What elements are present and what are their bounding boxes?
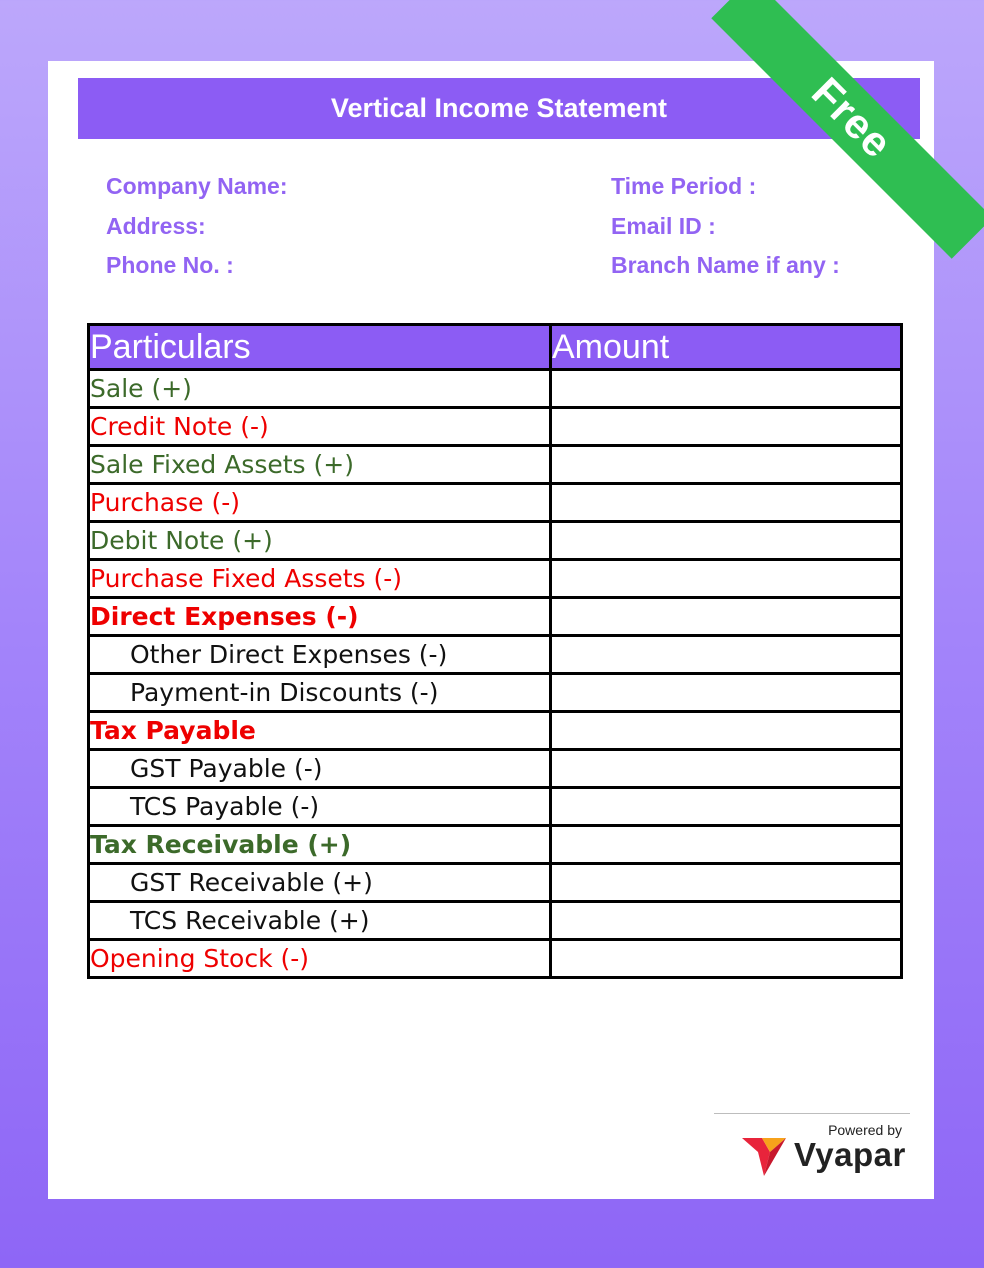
vyapar-logo-icon <box>740 1130 790 1180</box>
phone-label: Phone No. : <box>106 252 234 278</box>
email-label: Email ID : <box>611 212 716 239</box>
particulars-header: Particulars <box>89 325 551 370</box>
particular-label: Sale (+) <box>89 370 551 408</box>
particular-label: GST Payable (-) <box>89 750 551 788</box>
amount-cell <box>551 674 902 712</box>
table-row <box>89 522 902 560</box>
particular-label: TCS Receivable (+) <box>89 902 551 940</box>
table-row <box>89 826 902 864</box>
amount-cell <box>551 408 902 446</box>
amount-cell <box>551 826 902 864</box>
amount-cell <box>551 788 902 826</box>
company-info <box>106 171 287 290</box>
table-row <box>89 902 902 940</box>
table-row <box>89 674 902 712</box>
particular-label: GST Receivable (+) <box>89 864 551 902</box>
table-row <box>89 864 902 902</box>
table-row <box>89 636 902 674</box>
amount-cell <box>551 712 902 750</box>
amount-cell <box>551 484 902 522</box>
table-row <box>89 750 902 788</box>
particular-label: Tax Payable <box>89 712 551 750</box>
table-row <box>89 484 902 522</box>
vyapar-brand: Vyapar <box>794 1136 906 1173</box>
particular-label: Purchase (-) <box>89 484 551 522</box>
particular-label: Credit Note (-) <box>89 408 551 446</box>
page-title: Vertical Income Statement <box>78 78 920 139</box>
company-name-label: Company Name: <box>106 173 288 199</box>
table-row <box>89 598 902 636</box>
amount-header: Amount <box>551 325 902 370</box>
particular-label: Debit Note (+) <box>89 522 551 560</box>
amount-cell <box>551 750 902 788</box>
time-period-label: Time Period : <box>611 173 757 199</box>
table-row <box>89 370 902 408</box>
period-info <box>611 171 840 290</box>
particular-label: Opening Stock (-) <box>89 940 551 978</box>
table-row <box>89 788 902 826</box>
particular-label: Purchase Fixed Assets (-) <box>89 560 551 598</box>
particular-label: Payment-in Discounts (-) <box>89 674 551 712</box>
income-statement-table <box>87 323 903 979</box>
amount-cell <box>551 370 902 408</box>
table-row <box>89 560 902 598</box>
particular-label: Other Direct Expenses (-) <box>89 636 551 674</box>
particular-label: TCS Payable (-) <box>89 788 551 826</box>
amount-cell <box>551 522 902 560</box>
table-row <box>89 408 902 446</box>
amount-cell <box>551 902 902 940</box>
amount-cell <box>551 446 902 484</box>
amount-cell <box>551 636 902 674</box>
powered-by-text: Powered by <box>828 1122 902 1138</box>
amount-cell <box>551 560 902 598</box>
amount-cell <box>551 598 902 636</box>
template-card <box>48 61 934 1199</box>
table-row <box>89 712 902 750</box>
address-label: Address: <box>106 212 206 239</box>
table-row <box>89 940 902 978</box>
powered-by-footer <box>714 1113 910 1173</box>
branch-name-label: Branch Name if any : <box>611 252 840 278</box>
free-badge: Free <box>711 0 984 259</box>
amount-cell <box>551 940 902 978</box>
particular-label: Sale Fixed Assets (+) <box>89 446 551 484</box>
particular-label: Direct Expenses (-) <box>89 598 551 636</box>
table-header-row <box>89 325 902 370</box>
table-row <box>89 446 902 484</box>
amount-cell <box>551 864 902 902</box>
particular-label: Tax Receivable (+) <box>89 826 551 864</box>
table-body <box>89 370 902 978</box>
